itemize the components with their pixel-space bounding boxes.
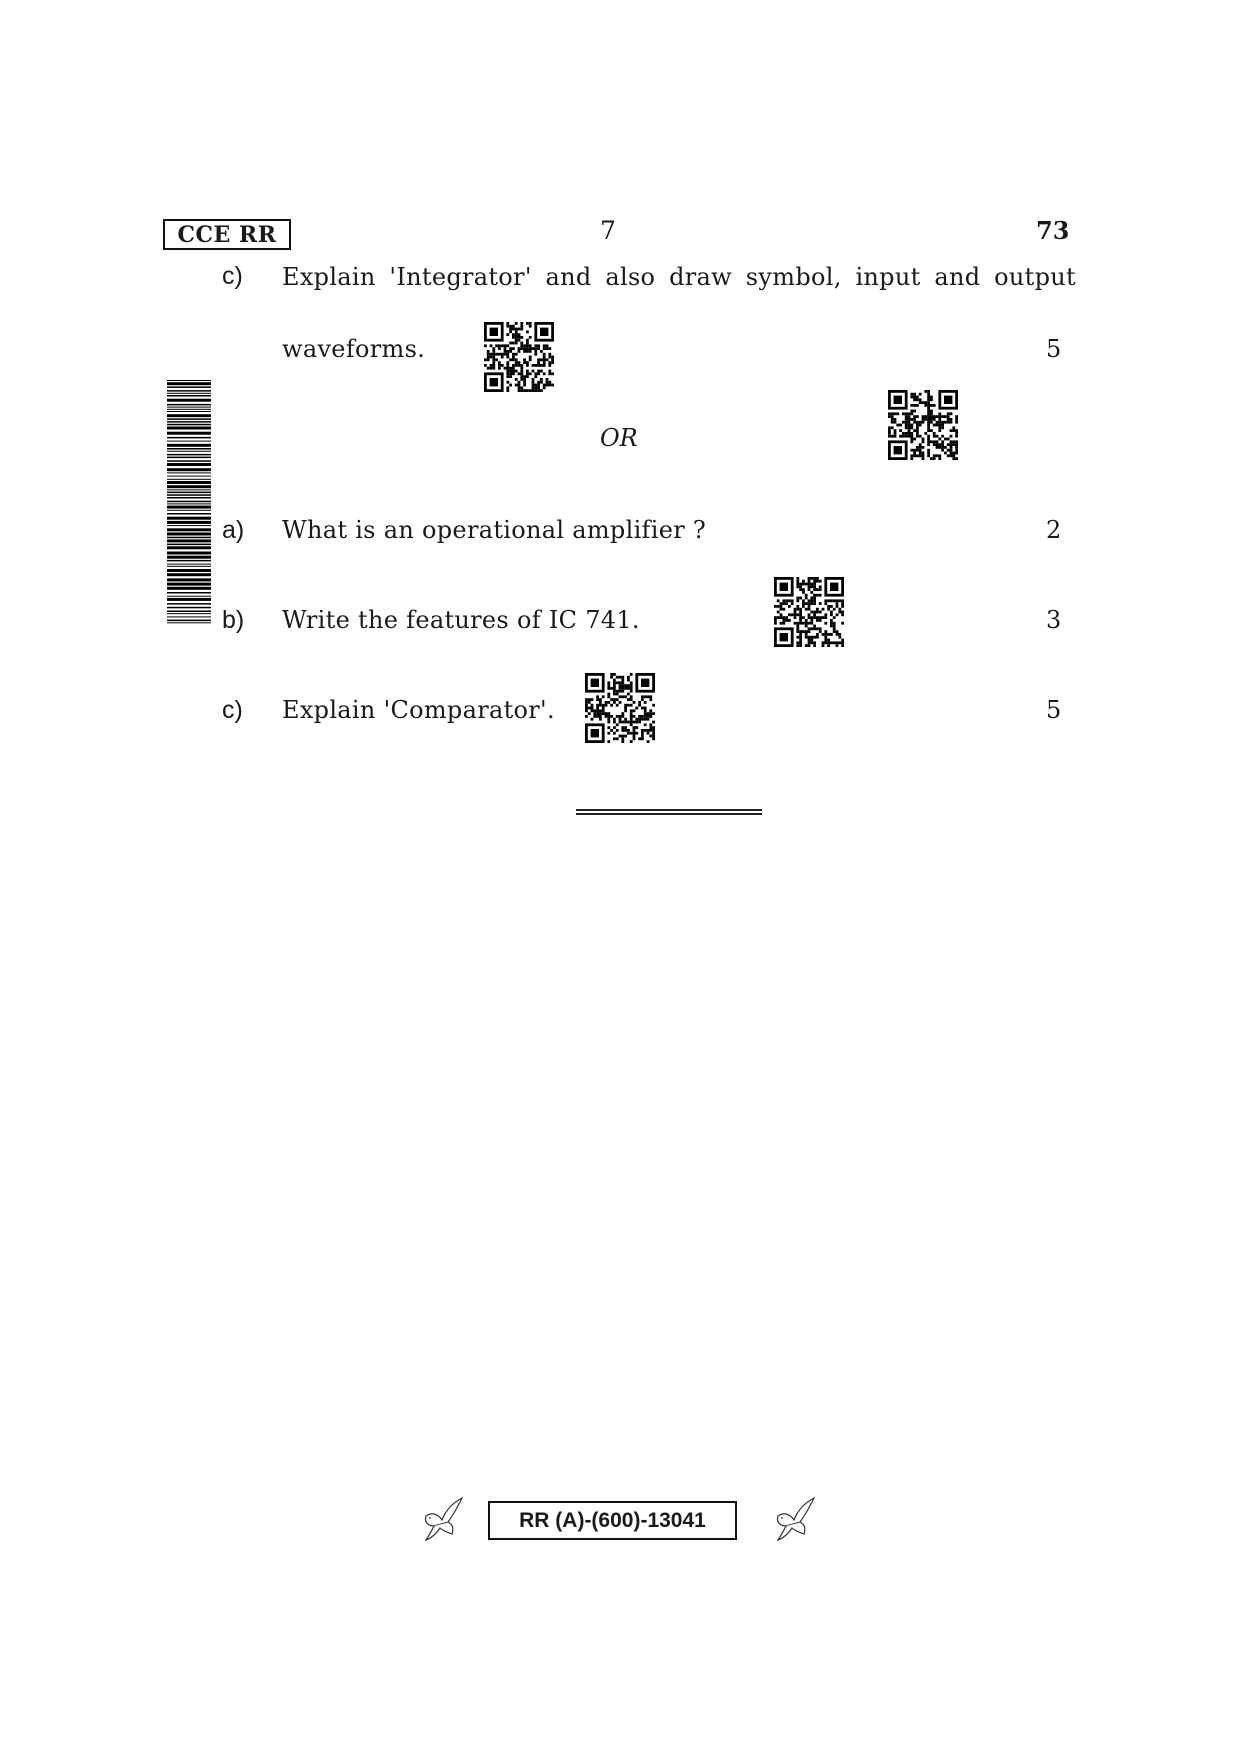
qr-code-icon bbox=[774, 577, 844, 647]
dove-icon bbox=[418, 1494, 466, 1544]
dove-icon bbox=[770, 1494, 818, 1544]
series-code-box bbox=[163, 219, 291, 250]
question-marks: 2 bbox=[1046, 516, 1062, 544]
qr-code-icon bbox=[585, 673, 655, 743]
footer-code-box bbox=[488, 1501, 737, 1540]
question-text: What is an operational amplifier ? bbox=[282, 516, 707, 544]
paper-code: 73 bbox=[1036, 216, 1070, 245]
page-number: 7 bbox=[600, 216, 616, 245]
question-text: Explain 'Integrator' and also draw symbol, input and output bbox=[282, 263, 1076, 291]
qr-code-icon bbox=[484, 322, 554, 392]
question-label: c) bbox=[222, 696, 243, 724]
footer-code: RR (A)-(600)-13041 bbox=[519, 1508, 706, 1532]
question-label: c) bbox=[222, 262, 243, 290]
end-of-paper-rule bbox=[576, 809, 762, 815]
question-text-continued: waveforms. bbox=[282, 335, 426, 363]
question-label: b) bbox=[222, 606, 245, 634]
series-code: CCE RR bbox=[177, 221, 277, 248]
question-label: a) bbox=[222, 516, 245, 544]
question-marks: 3 bbox=[1046, 606, 1062, 634]
question-text: Explain 'Comparator'. bbox=[282, 696, 555, 724]
or-separator: OR bbox=[600, 424, 638, 452]
question-marks: 5 bbox=[1046, 335, 1062, 363]
qr-code-icon bbox=[888, 390, 958, 460]
barcode-icon bbox=[167, 380, 211, 625]
question-text: Write the features of IC 741. bbox=[282, 606, 640, 634]
question-marks: 5 bbox=[1046, 696, 1062, 724]
